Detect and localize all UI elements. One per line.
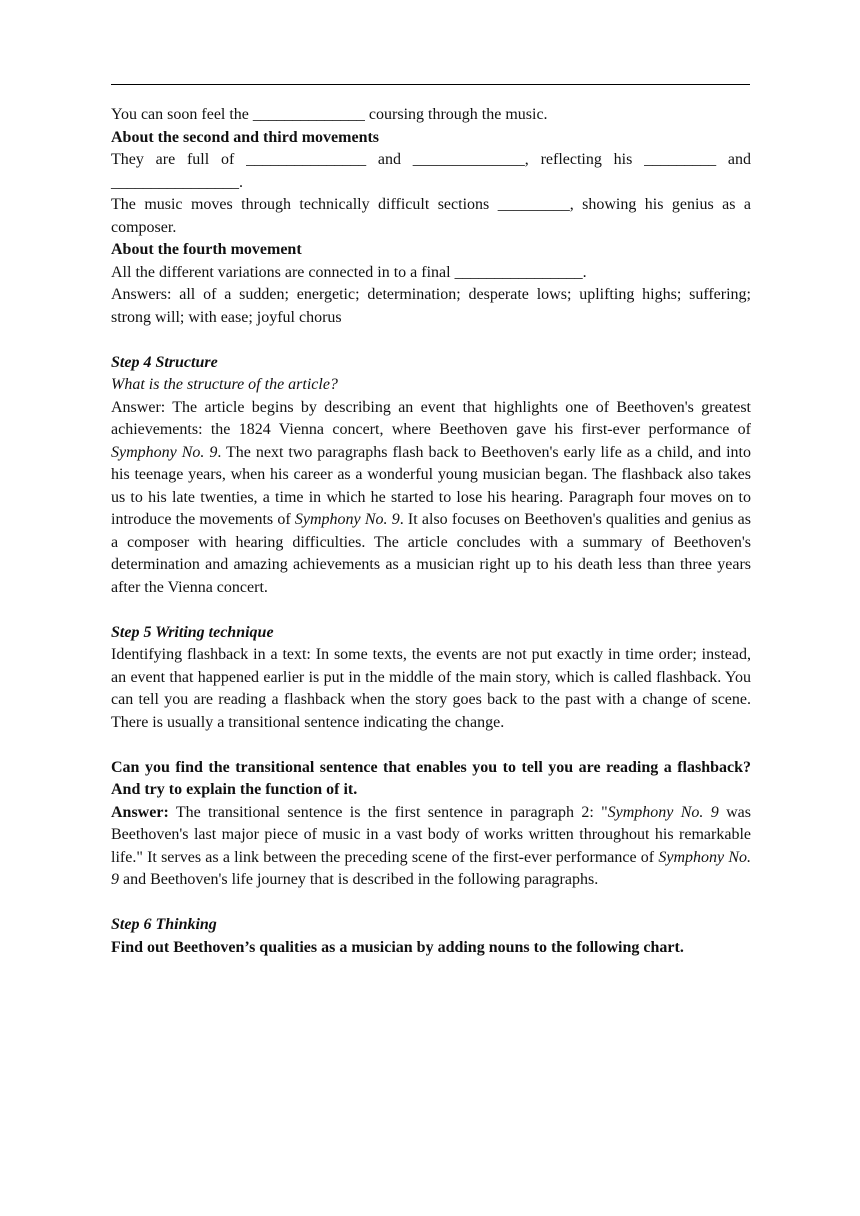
fill-in-line-1: You can soon feel the ______________ coursing through the music. (111, 106, 548, 123)
step4-title: Step 4 Structure (111, 353, 218, 371)
fill-in-line-4: All the different variations are connected in to a final ________________. (111, 263, 587, 281)
step6-title: Step 6 Thinking (111, 916, 217, 933)
section-heading-second-third: About the second and third movements (111, 128, 380, 146)
step5-question: Can you find the transitional sentence that enables you to tell you are reading a flashback? And try to explain the function of it. (111, 758, 768, 798)
step6-instruction: Find out Beethoven’s qualities as a musician by adding nouns to the following chart. (111, 938, 684, 956)
fill-in-line-3: The music moves through technically difficult sections _________, showing his genius as a composer. (111, 196, 751, 236)
step5-answer: Answer: The transitional sentence is the first sentence in paragraph 2: "Symphony No. 9 was Beethoven's last major piece of music in a vast body of works written throughout his remarkable life." It serves as a link between the preceding scene of the first-ever performance of Symphony No. 9 and Beethoven's life journey that is described in the following paragraphs. (111, 803, 751, 888)
document-page (111, 104, 768, 959)
section-heading-fourth: About the fourth movement (111, 241, 302, 258)
step5-title: Step 5 Writing technique (111, 623, 274, 641)
answers-line: Answers: all of a sudden; energetic; determination; desperate lows; uplifting highs; suffering; strong will; with ease; joyful chorus (111, 286, 751, 326)
step4-question: What is the structure of the article? (111, 376, 338, 393)
step4-answer: Answer: The article begins by describing an event that highlights one of Beethoven's greatest achievements: the 1824 Vienna concert, where Beethoven gave his first-ever performance of Symphony No. 9. The next two paragraphs flash back to Beethoven's early life as a child, and into his teenage years, when his career as a wonderful young musician began. The flashback also takes us to his late twenties, a time in which he started to lose his hearing. Paragraph four moves on to introduce the movements of Symphony No. 9. It also focuses on Beethoven's qualities and genius as a composer with hearing difficulties. The article concludes with a summary of Beethoven's determination and amazing achievements as a musician right up to his death less than three years after the Vienna concert. (111, 398, 752, 596)
fill-in-line-2: They are full of _______________ and ______________, reflecting his _________ and ________________. (111, 151, 751, 191)
step5-text: Identifying flashback in a text: In some texts, the events are not put exactly in time order; instead, an event that happened earlier is put in the middle of the main story, which is called flashback. You can tell you are reading a flashback when the story goes back to the past with a change of scene. There is usually a transitional sentence indicating the change. (111, 646, 751, 731)
header-rule (111, 84, 750, 85)
